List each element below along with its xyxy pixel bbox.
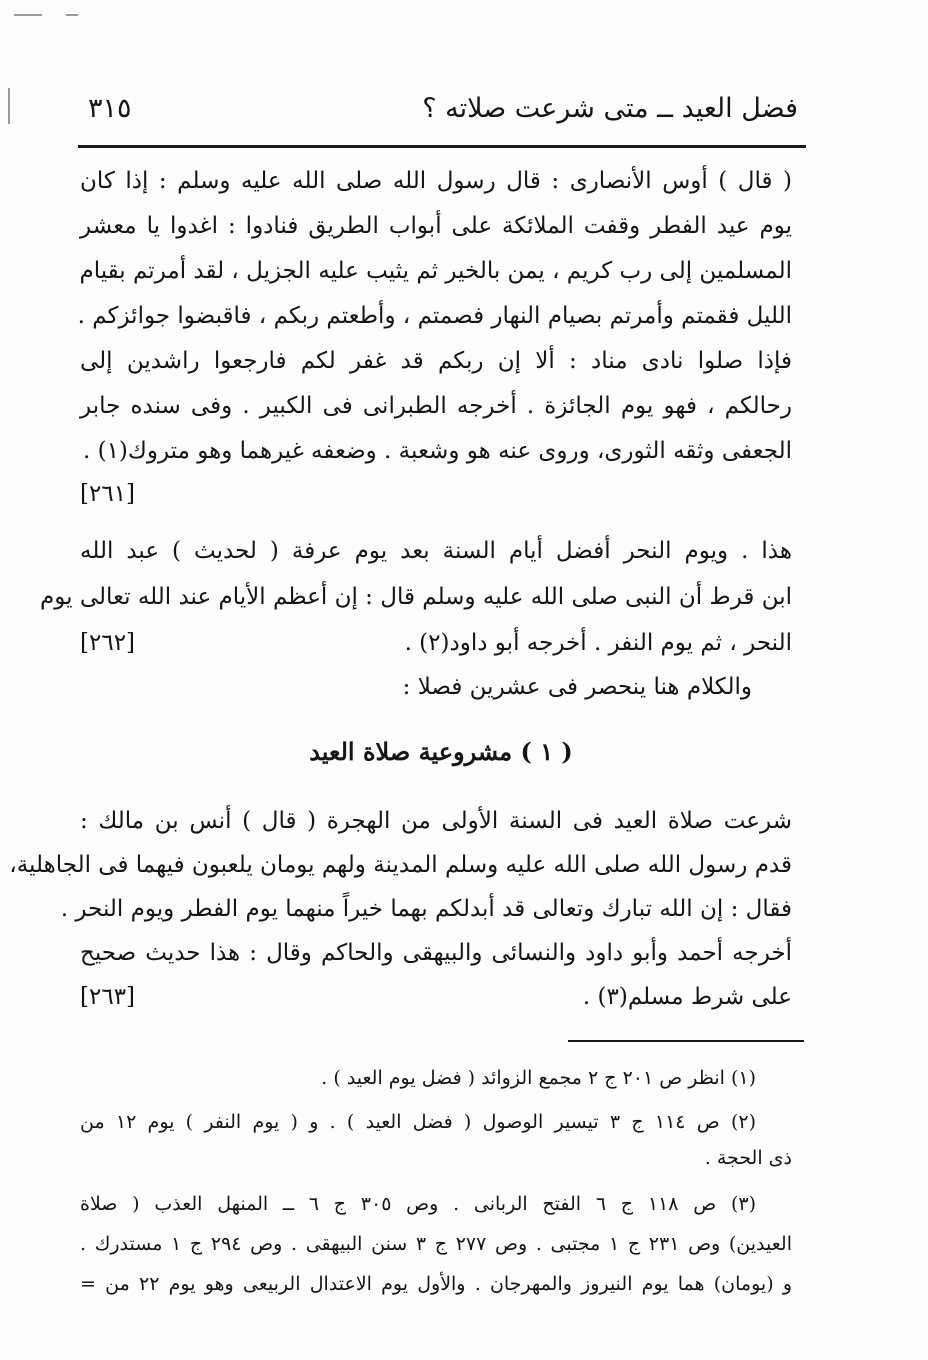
header-rule bbox=[78, 145, 806, 148]
text-line: فإذا صلوا نادى مناد : ألا إن ربكم قد غفر لكم فارجعوا راشدين إلى bbox=[80, 348, 792, 374]
hadith-ref-number: [٢٦١] bbox=[80, 481, 136, 507]
section-heading: ( ١ ) مشروعية صلاة العيد bbox=[309, 737, 573, 766]
text-line: أخرجه أحمد وأبو داود والنسائى والبيهقى والحاكم وقال : هذا حديث صحيح bbox=[80, 940, 792, 966]
footnote-line: (٢) ص ١١٤ ج ٣ تيسير الوصول ( فضل العيد ) . و ( يوم النفر ) يوم ١٢ من bbox=[80, 1111, 757, 1133]
text-line: هذا . ويوم النحر أفضل أيام السنة بعد يوم عرفة ( لحديث ) عبد الله bbox=[80, 538, 792, 564]
footnote-line: العيدين) وص ٢٣١ ج ١ مجتبى . وص ٢٧٧ ج ٣ سنن البيهقى . وص ٢٩٤ ج ١ مستدرك . bbox=[80, 1233, 792, 1255]
text-line: قدم رسول الله صلى الله عليه وسلم المدينة ولهم يومان يلعبون فيهما فى الجاهلية، bbox=[9, 852, 792, 878]
hadith-ref-number: [٢٦٢] bbox=[80, 630, 136, 656]
footnote-line: و (يومان) هما يوم النيروز والمهرجان . والأول يوم الاعتدال الربيعى وهو يوم ٢٢ من = bbox=[80, 1273, 792, 1295]
intro-paragraph bbox=[80, 666, 752, 708]
page-number: ٣١٥ bbox=[88, 93, 132, 124]
footnote-line: (١) انظر ص ٢٠١ ج ٢ مجمع الزوائد ( فضل يوم العيد ) . bbox=[321, 1067, 756, 1089]
text-line: رحالكم ، فهو يوم الجائزة . أخرجه الطبرانى فى الكبير . وفى سنده جابر bbox=[80, 393, 792, 419]
footnote-line: ذى الحجة . bbox=[704, 1147, 792, 1169]
footnote-1 bbox=[80, 1060, 792, 1096]
running-title: فضل العيد ــ متى شرعت صلاته ؟ bbox=[422, 93, 798, 124]
hadith-paragraph-3 bbox=[9, 800, 792, 1030]
text-line: والكلام هنا ينحصر فى عشرين فصلا : bbox=[402, 674, 752, 700]
text-line: يوم عيد الفطر وقفت الملائكة على أبواب الطريق فنادوا : اغدوا يا معشر bbox=[80, 213, 792, 239]
footnote-3 bbox=[80, 1186, 792, 1306]
hadith-paragraph-1 bbox=[77, 160, 792, 520]
text-line: الجعفى وثقه الثورى، وروى عنه هو وشعبة . وضعفه غيرهما وهو متروك(١) . bbox=[82, 438, 792, 464]
text-line: ابن قرط أن النبى صلى الله عليه وسلم قال : إن أعظم الأيام عند الله تعالى يوم bbox=[39, 584, 792, 610]
text-line: النحر ، ثم يوم النفر . أخرجه أبو داود(٢) . bbox=[404, 630, 792, 656]
text-line: ( قال ) أوس الأنصارى : قال رسول الله صلى الله عليه وسلم : إذا كان bbox=[80, 168, 792, 194]
scan-edge-mark bbox=[66, 14, 78, 16]
text-line: الليل فقمتم وأمرتم بصيام النهار فصمتم ، وأطعتم ربكم ، فاقبضوا جوائزكم . bbox=[77, 303, 792, 329]
text-line: المسلمين إلى رب كريم ، يمن بالخير ثم يثيب عليه الجزيل ، لقد أمرتم بقيام bbox=[79, 258, 792, 284]
scan-edge-mark bbox=[14, 14, 42, 16]
text-line: على شرط مسلم(٣) . bbox=[582, 984, 792, 1010]
text-line: فقال : إن الله تبارك وتعالى قد أبدلكم بهما خيراً منهما يوم الفطر ويوم النحر . bbox=[60, 896, 792, 922]
hadith-ref-number: [٢٦٣] bbox=[80, 984, 136, 1010]
footnote-rule bbox=[568, 1040, 804, 1042]
page-header bbox=[80, 82, 802, 136]
footnote-line: (٣) ص ١١٨ ج ٦ الفتح الربانى . وص ٣٠٥ ج ٦ ــ المنهل العذب ( صلاة bbox=[80, 1193, 756, 1215]
text-line: شرعت صلاة العيد فى السنة الأولى من الهجرة ( قال ) أنس بن مالك : bbox=[80, 808, 792, 834]
footnote-2 bbox=[80, 1104, 792, 1180]
scan-edge-mark bbox=[8, 88, 10, 124]
